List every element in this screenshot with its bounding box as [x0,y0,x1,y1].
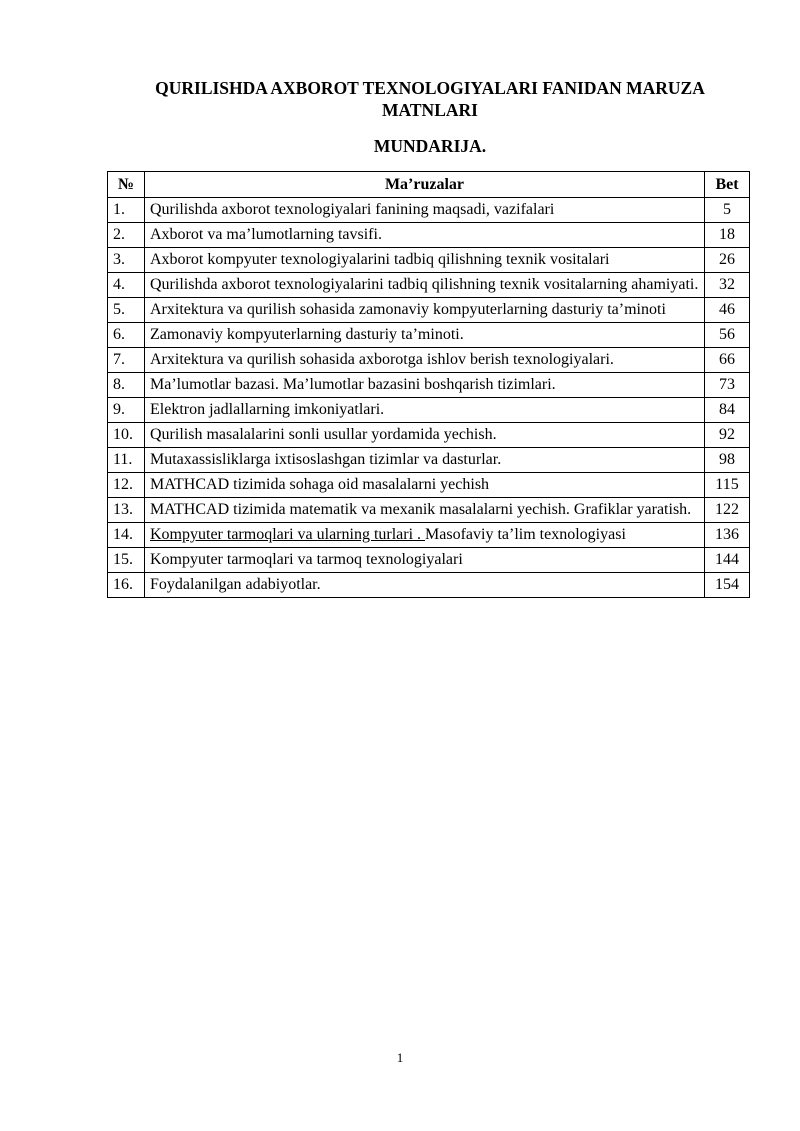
toc-row-page: 115 [705,473,750,498]
toc-row-page: 46 [705,298,750,323]
toc-row [108,273,750,298]
toc-row-title: Arxitektura va qurilish sohasida axborotga ishlov berish texnologiyalari. [145,348,705,373]
toc-row [108,348,750,373]
page-column-header: Bet [705,172,750,198]
toc-row-number: 13. [108,498,145,523]
toc-row-title: Axborot kompyuter texnologiyalarini tadbiq qilishning texnik vositalari [145,248,705,273]
toc-row [108,523,750,548]
toc-row-page: 122 [705,498,750,523]
toc-row-title [145,523,705,548]
toc-row [108,473,750,498]
toc-row-number: 14. [108,523,145,548]
toc-row-number: 11. [108,448,145,473]
toc-row [108,223,750,248]
toc-row-page: 26 [705,248,750,273]
toc-row [108,373,750,398]
toc-row [108,298,750,323]
number-column-header: № [108,172,145,198]
toc-row-number: 2. [108,223,145,248]
toc-row-title: Kompyuter tarmoqlari va tarmoq texnologiyalari [145,548,705,573]
toc-row-page: 98 [705,448,750,473]
toc-row-title: MATHCAD tizimida matematik va mexanik masalalarni yechish. Grafiklar yaratish. [145,498,705,523]
page-number: 1 [396,1050,404,1065]
toc-row-number: 7. [108,348,145,373]
toc-row-number: 9. [108,398,145,423]
toc-row-page: 56 [705,323,750,348]
toc-row-number: 3. [108,248,145,273]
toc-row [108,498,750,523]
toc-row-title: Qurilish masalalarini sonli usullar yordamida yechish. [145,423,705,448]
toc-row-number: 15. [108,548,145,573]
toc-row-number: 12. [108,473,145,498]
toc-row-title-rest: Masofaviy ta’lim texnologiyasi [425,526,626,543]
toc-row-page: 66 [705,348,750,373]
toc-row-number: 4. [108,273,145,298]
toc-row-title: Qurilishda axborot texnologiyalarini tadbiq qilishning texnik vositalarning ahamiyati. [145,273,705,298]
toc-row-page: 144 [705,548,750,573]
toc-row [108,248,750,273]
toc-row-number: 5. [108,298,145,323]
toc-row-title: Axborot va ma’lumotlarning tavsifi. [145,223,705,248]
toc-heading: MUNDARIJA. [373,136,487,156]
document-title: QURILISHDA AXBOROT TEXNOLOGIYALARI FANIDAN MARUZA MATNLARI [155,78,705,120]
toc-row-title: Zamonaviy kompyuterlarning dasturiy ta’minoti. [145,323,705,348]
toc-row-page: 136 [705,523,750,548]
toc-row-number: 10. [108,423,145,448]
toc-row-title: Ma’lumotlar bazasi. Ma’lumotlar bazasini boshqarish tizimlari. [145,373,705,398]
toc-row-page: 5 [705,198,750,223]
toc-row-page: 84 [705,398,750,423]
toc-row-title: Mutaxassisliklarga ixtisoslashgan tizimlar va dasturlar. [145,448,705,473]
toc-row-number: 16. [108,573,145,598]
toc-header-row [108,172,750,198]
toc-row-number: 8. [108,373,145,398]
toc-row-title: Elektron jadlallarning imkoniyatlari. [145,398,705,423]
toc-row-number: 1. [108,198,145,223]
toc-row [108,198,750,223]
toc-row [108,423,750,448]
toc-row [108,323,750,348]
toc-row [108,398,750,423]
toc-row-title-link[interactable]: Kompyuter tarmoqlari va ularning turlari . [150,526,426,543]
toc-row [108,448,750,473]
toc-row-number: 6. [108,323,145,348]
toc-row-title: MATHCAD tizimida sohaga oid masalalarni yechish [145,473,705,498]
lectures-column-header: Ma’ruzalar [145,172,705,198]
toc-row [108,573,750,598]
toc-row [108,548,750,573]
toc-row-page: 73 [705,373,750,398]
toc-row-title: Qurilishda axborot texnologiyalari fanining maqsadi, vazifalari [145,198,705,223]
toc-table [107,171,750,598]
toc-row-page: 92 [705,423,750,448]
toc-row-page: 154 [705,573,750,598]
toc-row-page: 18 [705,223,750,248]
toc-row-title: Arxitektura va qurilish sohasida zamonaviy kompyuterlarning dasturiy ta’minoti [145,298,705,323]
toc-row-page: 32 [705,273,750,298]
toc-row-title: Foydalanilgan adabiyotlar. [145,573,705,598]
